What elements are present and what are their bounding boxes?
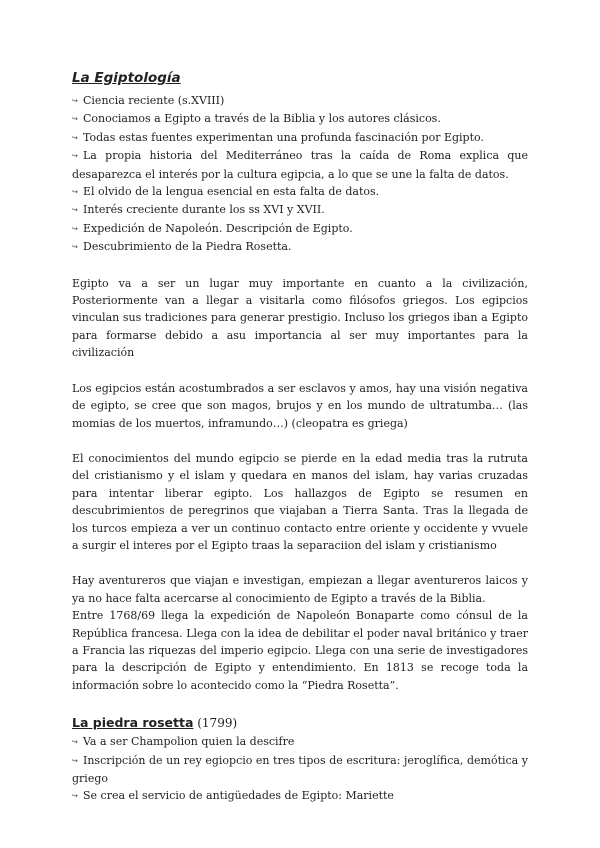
spacer xyxy=(72,694,528,713)
arrow-icon: ↪ xyxy=(72,756,78,765)
paragraph-aventureros: Hay aventureros que viajan e investigan, empiezan a llegar aventureros laicos y ya no hace falta acercarse al conocimiento de Egipto a través de la Biblia. xyxy=(72,574,528,605)
list-item xyxy=(72,787,528,805)
arrow-icon: ↪ xyxy=(72,206,78,215)
section-title-egiptologia: La Egiptología xyxy=(72,70,181,86)
list-item-text: El olvido de la lengua esencial en esta falta de datos. xyxy=(83,185,380,199)
list-item-text: Va a ser Champolion quien la descifre xyxy=(83,735,295,749)
list-item-text: Ciencia reciente (s.XVIII) xyxy=(83,94,225,107)
paragraph-edad-media: El conocimientos del mundo egipcio se pierde en la edad media tras la rutruta del cristianismo y el islam y quedara en manos del islam, hay varias cruzadas para intentar liberar egipto. Los hallazgos de Egipto se resumen en descubrimientos de peregrinos que viajaban a Tierra Santa. Tras la llegada de los turcos empieza a ver un continuo contacto entre oriente y occidente y vvuele a surgir el interes por el Egipto traas la separaciion del islam y cristianismo xyxy=(72,451,528,552)
list-item xyxy=(72,129,528,147)
arrow-icon: ↪ xyxy=(72,738,78,747)
arrow-icon: ↪ xyxy=(72,792,78,801)
list-item-text: Inscripción de un rey egiopcio en tres tipos de escritura: jeroglífica, demótica y griego xyxy=(72,753,528,785)
list-item xyxy=(72,201,528,219)
section-title-piedra-rosetta xyxy=(72,713,528,733)
section-title-year: (1799) xyxy=(193,716,238,731)
arrow-icon: ↪ xyxy=(72,97,78,105)
bullet-list-egiptologia xyxy=(72,92,528,257)
list-item-text: Se crea el servicio de antigüedades de Egipto: Mariette xyxy=(83,789,394,803)
spacer xyxy=(72,554,528,572)
list-item xyxy=(72,220,528,238)
spacer xyxy=(72,362,528,380)
arrow-icon: ↪ xyxy=(72,243,78,252)
paragraph-napoleon: Entre 1768/69 llega la expedición de Napoleón Bonaparte como cónsul de la República francesa. Llega con la idea de debilitar el poder naval británico y traer a Francia las riquezas del imperio egipcio. Llega con una serie de investigadores para la descripción de Egipto y entendimiento. En 1813 se recoge toda la información sobre lo acontecido como la “Piedra Rosetta”. xyxy=(72,609,528,692)
list-item-text: Conociamos a Egipto a través de la Biblia y los autores clásicos. xyxy=(83,112,441,126)
list-item xyxy=(72,752,528,788)
arrow-icon: ↪ xyxy=(72,115,78,124)
spacer xyxy=(72,432,528,450)
spacer xyxy=(72,257,528,275)
list-item xyxy=(72,147,528,183)
arrow-icon: ↪ xyxy=(72,224,78,233)
list-item-text: Expedición de Napoleón. Descripción de Egipto. xyxy=(83,221,353,235)
arrow-icon: ↪ xyxy=(72,133,78,142)
list-item xyxy=(72,238,528,256)
paragraph-vision-egipcios: Los egipcios están acostumbrados a ser esclavos y amos, hay una visión negativa de egipto, se cree que son magos, brujos y en los mundo de ultratumba… (las momias de los muertos, inframundo…) (cleopatra es griega) xyxy=(72,381,528,430)
arrow-icon: ↪ xyxy=(72,188,78,197)
section-title-text: La piedra rosetta xyxy=(72,715,194,731)
list-item xyxy=(72,92,528,110)
list-item-text: Descubrimiento de la Piedra Rosetta. xyxy=(83,240,292,254)
arrow-icon: ↪ xyxy=(72,152,78,161)
list-item xyxy=(72,110,528,128)
list-item-text: Interés creciente durante los ss XVI y XVII. xyxy=(83,203,325,217)
bullet-list-piedra-rosetta xyxy=(72,733,528,806)
list-item xyxy=(72,733,528,751)
list-item-text: La propia historia del Mediterráneo tras la caída de Roma explica que desaparezca el interés por la cultura egipcia, a lo que se une la falta de datos. xyxy=(72,149,528,181)
paragraph-civilizacion: Egipto va a ser un lugar muy importante en cuanto a la civilización, Posteriormente van a llegar a visitarla como filósofos griegos. Los egipcios vinculan sus tradiciones para generar prestigio. Incluso los griegos iban a Egipto para formarse debido a asu importancia al ser muy importantes para la civilización xyxy=(72,276,528,360)
list-item-text: Todas estas fuentes experimentan una profunda fascinación por Egipto. xyxy=(83,130,484,144)
list-item xyxy=(72,183,528,201)
